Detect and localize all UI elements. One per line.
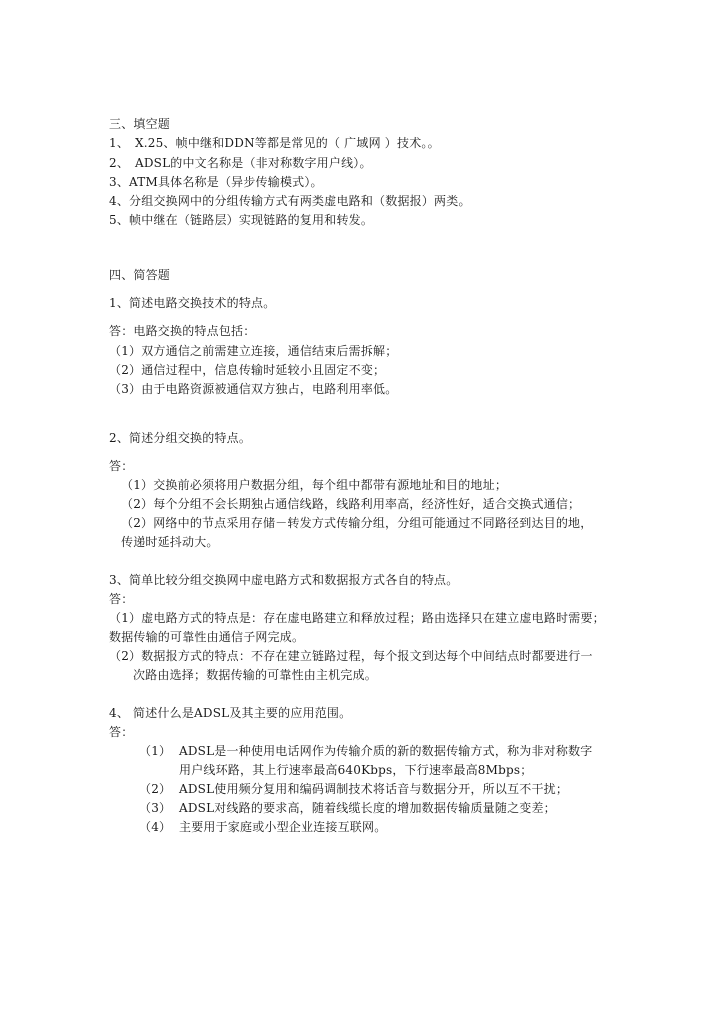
answer-1-point-2: （2）通信过程中，信息传输时延较小且固定不变； (109, 363, 386, 377)
answer-4-item-3-number: （3） (139, 801, 172, 815)
fill-item-3-number: 3、 (109, 175, 130, 189)
fill-item-2-text: ADSL的中文名称是（非对称数字用户线）。 (135, 156, 372, 170)
answer-4-item-4-text: 主要用于家庭或小型企业连接互联网。 (179, 820, 387, 834)
section-3-title: 三、填空题 (109, 117, 171, 131)
question-2: 2、简述分组交换的特点。 (109, 431, 252, 445)
question-4: 4、 简述什么是ADSL及其主要的应用范围。 (109, 706, 352, 720)
answer-1-intro: 答：电路交换的特点包括： (109, 324, 256, 338)
fill-item-1 (109, 135, 440, 151)
answer-2-point-3-cont: 传递时延抖动大。 (121, 535, 219, 549)
answer-2-point-3: （2）网络中的节点采用存储－转发方式传输分组，分组可能通过不同路径到达目的地， (121, 516, 593, 530)
fill-item-1-number: 1、 (109, 136, 130, 150)
answer-2-label: 答： (109, 459, 134, 473)
fill-item-4-text: 分组交换网中的分组传输方式有两类虚电路和（数据报）两类。 (129, 194, 471, 208)
fill-item-3-text: ATM具体名称是（异步传输模式）。 (129, 175, 323, 189)
fill-item-4 (109, 193, 471, 209)
fill-item-2 (109, 155, 372, 171)
fill-item-5-text: 帧中继在（链路层）实现链路的复用和转发。 (129, 213, 374, 227)
answer-4-label: 答： (109, 725, 134, 739)
fill-item-4-number: 4、 (109, 194, 130, 208)
answer-2-point-1: （1）交换前必须将用户数据分组，每个组中都带有源地址和目的地址； (121, 478, 508, 492)
answer-3-line-2: 数据传输的可靠性由通信子网完成。 (109, 630, 305, 644)
answer-1-point-3: （3）由于电路资源被通信双方独占，电路利用率低。 (109, 382, 398, 396)
answer-4-item-4-number: （4） (139, 820, 172, 834)
fill-item-1-text: X.25、帧中继和DDN等都是常见的（ 广域网 ）技术。。 (135, 136, 440, 150)
answer-4-item-1-text: ADSL是一种使用电话网作为传输介质的新的数据传输方式，称为非对称数字 (179, 744, 593, 758)
answer-3-line-4: 次路由选择；数据传输的可靠性由主机完成。 (133, 668, 378, 682)
answer-4-item-2-number: （2） (139, 782, 172, 796)
fill-item-5 (109, 212, 373, 228)
answer-4-item-2-text: ADSL使用频分复用和编码调制技术将话音与数据分开，所以互不干扰； (179, 782, 569, 796)
answer-3-line-3: （2）数据报方式的特点：不存在建立链路过程，每个报文到达每个中间结点时都要进行一 (109, 649, 593, 663)
answer-2-point-2: （2）每个分组不会长期独占通信线路，线路利用率高，经济性好，适合交换式通信； (121, 497, 581, 511)
question-3: 3、简单比较分组交换网中虚电路方式和数据报方式各自的特点。 (109, 573, 459, 587)
answer-1-point-1: （1）双方通信之前需建立连接，通信结束后需拆解； (109, 344, 398, 358)
answer-3-label: 答： (109, 592, 134, 606)
answer-4-item-1-number: （1） (139, 744, 172, 758)
answer-4-item-1-cont: 用户线环路，其上行速率最高640Kbps，下行速率最高8Mbps； (179, 763, 533, 777)
answer-4-item-3-text: ADSL对线路的要求高，随着线缆长度的增加数据传输质量随之变差； (179, 801, 556, 815)
fill-item-3 (109, 174, 323, 190)
answer-3-line-1: （1）虚电路方式的特点是：存在虚电路建立和释放过程；路由选择只在建立虚电路时需要； (109, 611, 605, 625)
question-1: 1、简述电路交换技术的特点。 (109, 296, 276, 310)
section-4-title: 四、简答题 (109, 268, 171, 282)
fill-item-5-number: 5、 (109, 213, 130, 227)
fill-item-2-number: 2、 (109, 156, 130, 170)
